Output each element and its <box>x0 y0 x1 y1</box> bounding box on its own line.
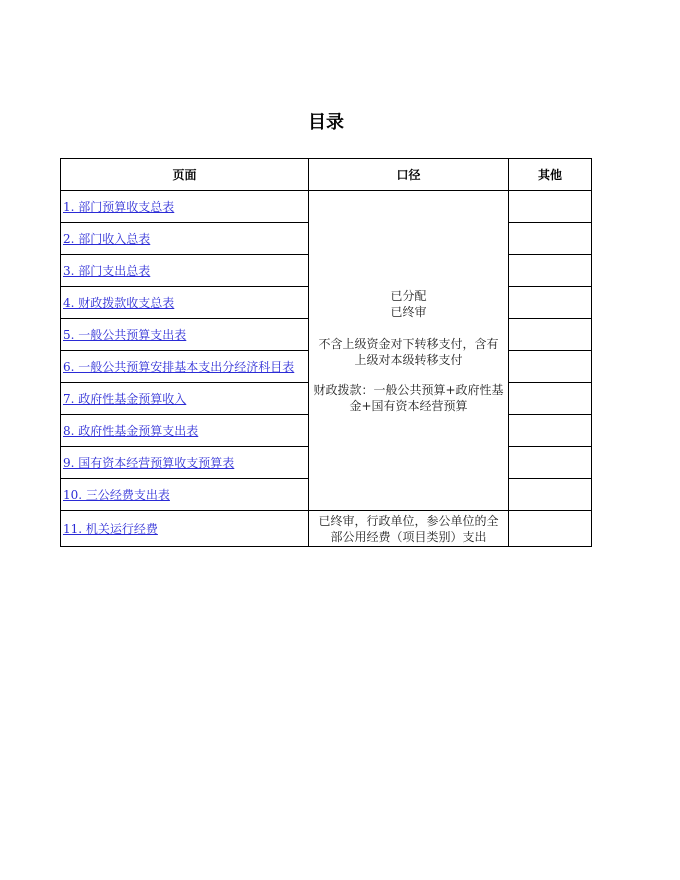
toc-link-4[interactable]: 4. 财政拨款收支总表 <box>63 295 175 310</box>
other-cell <box>509 351 592 383</box>
toc-table <box>60 158 592 547</box>
other-cell <box>509 415 592 447</box>
toc-link-3[interactable]: 3. 部门支出总表 <box>63 263 151 278</box>
page-cell <box>61 319 309 351</box>
operating-cost-description: 已终审，行政单位，参公单位的全部公用经费（项目类别）支出 <box>309 511 509 547</box>
toc-link-10[interactable]: 10. 三公经费支出表 <box>63 487 170 502</box>
page-cell <box>61 479 309 511</box>
page-cell <box>61 447 309 479</box>
other-cell <box>509 447 592 479</box>
toc-link-11[interactable]: 11. 机关运行经费 <box>63 521 158 536</box>
page-cell <box>61 511 309 547</box>
toc-link-1[interactable]: 1. 部门预算收支总表 <box>63 199 175 214</box>
scope-description-cell <box>309 191 509 511</box>
header-page: 页面 <box>61 159 309 191</box>
other-cell <box>509 255 592 287</box>
toc-link-6[interactable]: 6. 一般公共预算安排基本支出分经济科目表 <box>63 359 295 374</box>
table-row <box>61 511 592 547</box>
other-cell <box>509 319 592 351</box>
toc-link-2[interactable]: 2. 部门收入总表 <box>63 231 151 246</box>
page-title: 目录 <box>308 112 344 133</box>
page-cell <box>61 255 309 287</box>
toc-link-5[interactable]: 5. 一般公共预算支出表 <box>63 327 187 342</box>
page-cell <box>61 351 309 383</box>
scope-text: 不含上级资金对下转移支付，含有上级对本级转移支付 <box>318 336 499 367</box>
other-cell <box>509 479 592 511</box>
funding-text: 财政拨款：一般公共预算+政府性基金+国有资本经营预算 <box>313 382 504 413</box>
other-cell <box>509 191 592 223</box>
page-cell <box>61 415 309 447</box>
status-final-review: 已终审 <box>390 304 427 319</box>
toc-link-7[interactable]: 7. 政府性基金预算收入 <box>63 391 187 406</box>
table-row <box>61 191 592 223</box>
other-cell <box>509 383 592 415</box>
table-header-row <box>61 159 592 191</box>
status-text <box>313 288 504 320</box>
toc-link-8[interactable]: 8. 政府性基金预算支出表 <box>63 423 199 438</box>
other-cell <box>509 223 592 255</box>
page-cell <box>61 383 309 415</box>
toc-link-9[interactable]: 9. 国有资本经营预算收支预算表 <box>63 455 235 470</box>
header-other: 其他 <box>509 159 592 191</box>
header-scope: 口径 <box>309 159 509 191</box>
page-cell <box>61 191 309 223</box>
other-cell <box>509 511 592 547</box>
status-allocated: 已分配 <box>390 288 427 303</box>
page-cell <box>61 223 309 255</box>
page-cell <box>61 287 309 319</box>
other-cell <box>509 287 592 319</box>
